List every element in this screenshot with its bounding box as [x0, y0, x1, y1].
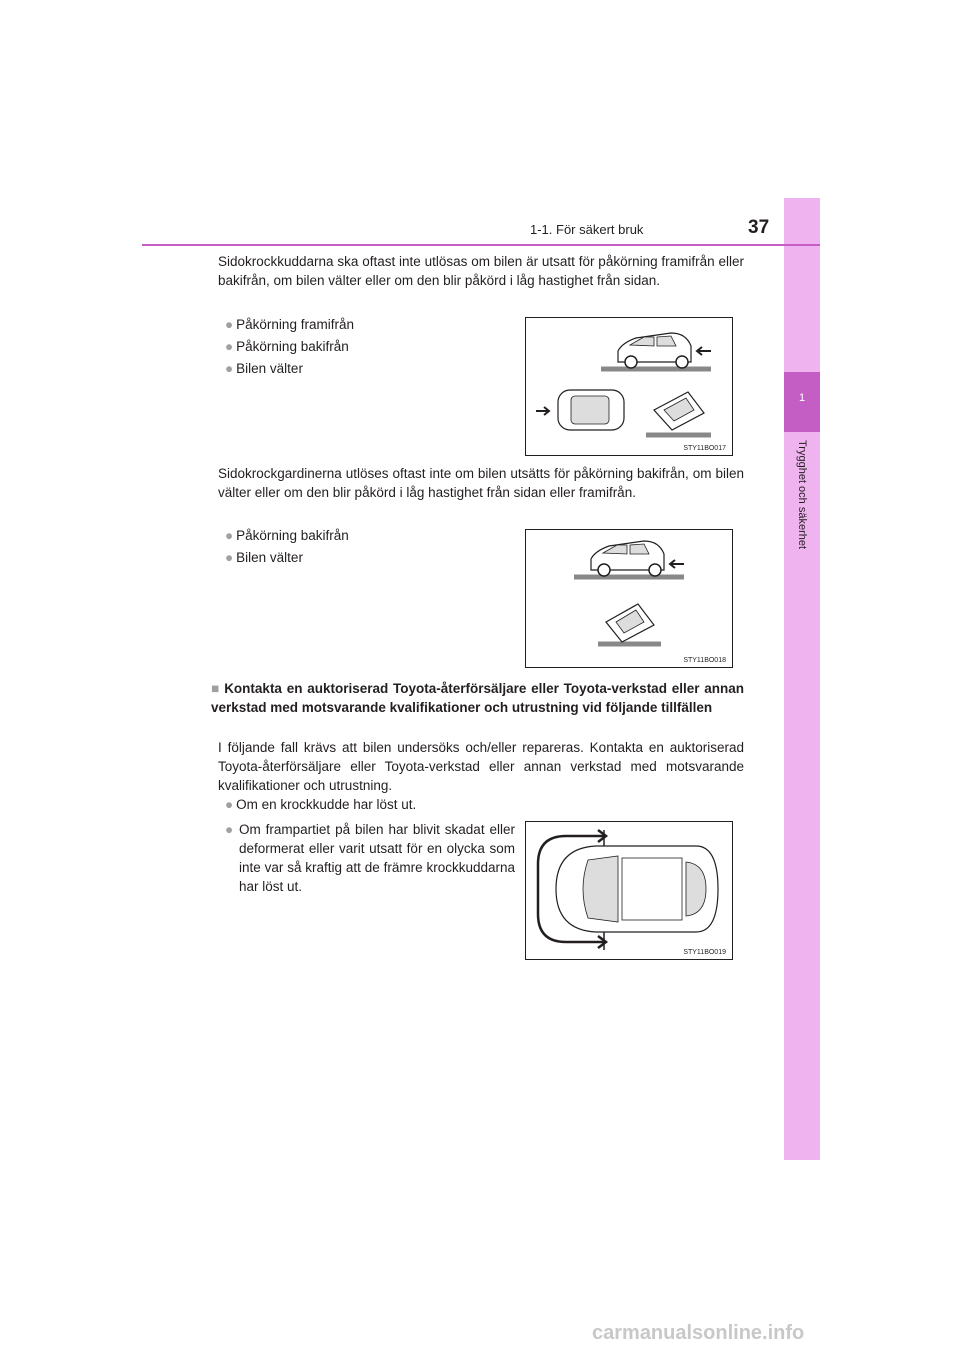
list-item: ● Om frampartiet på bilen har blivit skadat eller deformerat eller varit utsatt för en olycka som inte var så kraftig att de främre krockkuddarna har löst ut.	[225, 822, 515, 894]
bullet-icon: ●	[225, 361, 234, 376]
bullet-icon: ●	[225, 797, 234, 812]
car-illustration-icon	[526, 530, 732, 667]
section-title: 1-1. För säkert bruk	[530, 222, 644, 237]
car-top-view-icon	[526, 822, 732, 959]
watermark: carmanualsonline.info	[592, 1322, 805, 1344]
heading-square-icon: ■	[211, 681, 221, 696]
list-item: ● Påkörning bakifrån	[225, 339, 349, 354]
figure-front-damage	[525, 821, 733, 960]
figure-code: STY11BO018	[683, 657, 726, 664]
bullet-icon: ●	[225, 317, 234, 332]
bullet-icon: ●	[225, 550, 234, 565]
figure-code: STY11BO017	[683, 445, 726, 452]
chapter-tab-bar	[784, 198, 820, 1160]
list-item: ● Om en krockkudde har löst ut.	[225, 797, 417, 812]
paragraph-side-airbags: Sidokrockkuddarna ska oftast inte utlösas om bilen är utsatt för påkörning framifrån eller bakifrån, om bilen välter eller om den blir påkörd i låg hastighet från sidan.	[218, 254, 744, 288]
car-illustration-icon	[526, 318, 732, 455]
bullet-icon: ●	[225, 822, 234, 837]
figure-curtain-airbag-cases	[525, 529, 733, 668]
bullet-icon: ●	[225, 339, 234, 354]
paragraph-curtain-airbags: Sidokrockgardinerna utlöses oftast inte om bilen utsätts för påkörning bakifrån, om bilen välter eller om den blir påkörd i låg hastighet från sidan eller framifrån.	[218, 466, 744, 500]
list-item: ● Bilen välter	[225, 550, 303, 565]
paragraph-inspection: I följande fall krävs att bilen undersöks och/eller repareras. Kontakta en auktoriserad Toyota-återförsäljare eller Toyota-verkstad eller annan verkstad med motsvarande kvalifikationer och utrustning.	[218, 740, 744, 793]
list-item: ● Påkörning bakifrån	[225, 528, 349, 543]
page-number: 37	[748, 217, 770, 238]
list-item: ● Bilen välter	[225, 361, 303, 376]
section-heading: ■ Kontakta en auktoriserad Toyota-återförsäljare eller Toyota-verkstad eller annan verkstad med motsvarande kvalifikationer och utrustning vid följande tillfällen	[211, 681, 745, 715]
chapter-title: Trygghet och säkerhet	[796, 440, 808, 550]
header-rule	[142, 244, 820, 246]
bullet-icon: ●	[225, 528, 234, 543]
list-item: ● Påkörning framifrån	[225, 317, 354, 332]
chapter-number: 1	[798, 392, 806, 404]
figure-side-airbag-cases	[525, 317, 733, 456]
figure-code: STY11BO019	[683, 949, 726, 956]
